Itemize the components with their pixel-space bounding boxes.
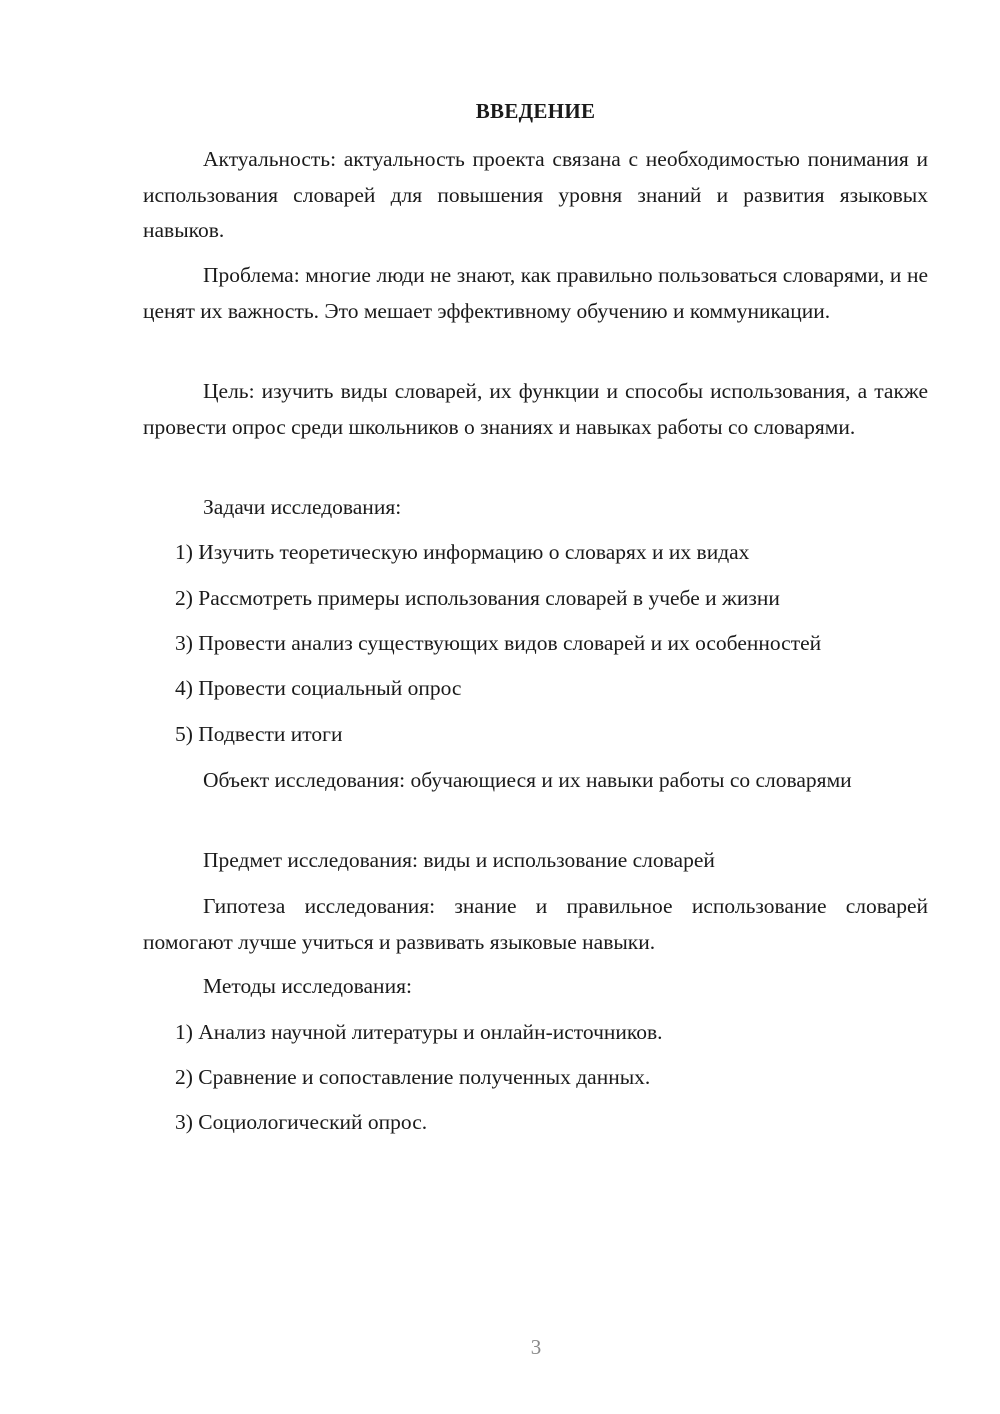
page-number: 3 [530, 1335, 542, 1359]
hypothesis-paragraph: Гипотеза исследования: знание и правильное использование словарей помогают лучше учиться и развивать языковые навыки. [143, 894, 928, 954]
task-item: 1) Изучить теоретическую информацию о словарях и их видах [175, 540, 750, 564]
task-item: 2) Рассмотреть примеры использования словарей в учебе и жизни [175, 586, 780, 610]
relevance-paragraph: Актуальность: актуальность проекта связана с необходимостью понимания и использования словарей для повышения уровня знаний и развития языковых навыков. [143, 147, 928, 242]
method-item: 3) Социологический опрос. [175, 1110, 428, 1134]
subject-line: Предмет исследования: виды и использование словарей [203, 848, 715, 872]
problem-paragraph: Проблема: многие люди не знают, как правильно пользоваться словарями, и не ценят их важность. Это мешает эффективному обучению и коммуникации. [143, 263, 928, 323]
goal-paragraph: Цель: изучить виды словарей, их функции и способы использования, а также провести опрос среди школьников о знаниях и навыках работы со словарями. [143, 379, 928, 439]
section-title: ВВЕДЕНИЕ [475, 99, 596, 123]
method-item: 1) Анализ научной литературы и онлайн-источников. [175, 1020, 663, 1044]
methods-heading: Методы исследования: [203, 974, 412, 998]
task-item: 4) Провести социальный опрос [175, 676, 462, 700]
task-item: 5) Подвести итоги [175, 722, 343, 746]
tasks-heading: Задачи исследования: [203, 495, 402, 519]
method-item: 2) Сравнение и сопоставление полученных данных. [175, 1065, 651, 1089]
object-paragraph: Объект исследования: обучающиеся и их навыки работы со словарями [203, 768, 852, 792]
task-item: 3) Провести анализ существующих видов словарей и их особенностей [175, 631, 822, 655]
